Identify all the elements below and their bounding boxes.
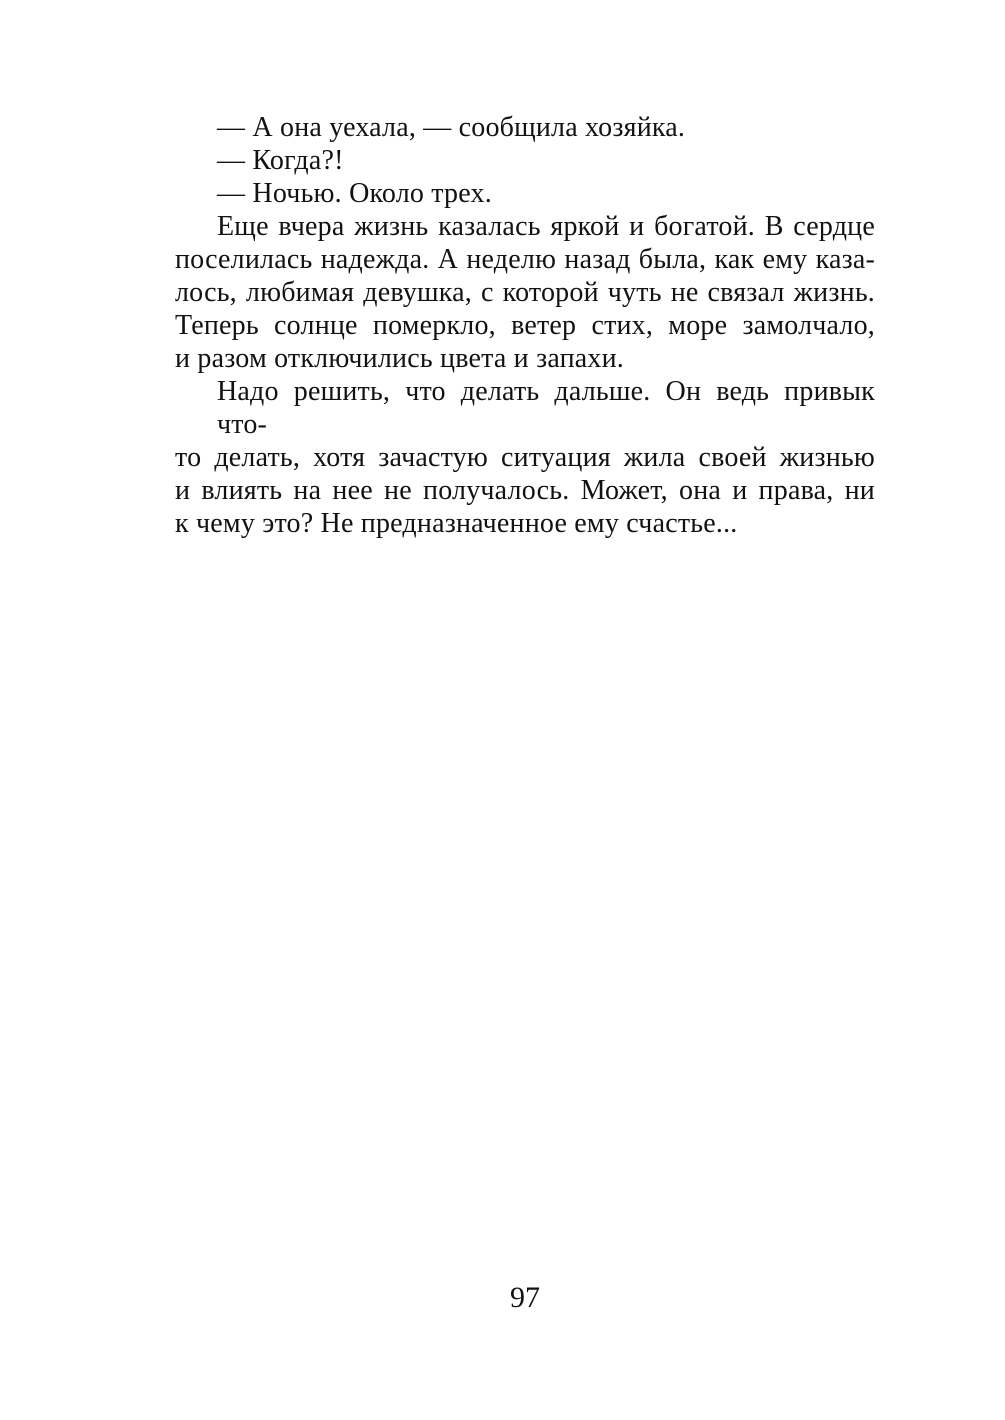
dialogue-line: — Когда?! <box>217 145 344 176</box>
text-line: Надо решить, что делать дальше. Он ведь привык что- <box>217 376 875 440</box>
text-line: поселилась надежда. А неделю назад была, как ему каза- <box>175 244 875 275</box>
text-line: лось, любимая девушка, с которой чуть не связал жизнь. <box>175 277 875 308</box>
text-line: и разом отключились цвета и запахи. <box>175 343 624 374</box>
dialogue-line: — А она уехала, — сообщила хозяйка. <box>217 112 686 143</box>
text-block <box>175 111 875 540</box>
text-line: то делать, хотя зачастую ситуация жила своей жизнью <box>175 442 875 473</box>
text-line: Еще вчера жизнь казалась яркой и богатой. В сердце <box>217 211 875 242</box>
text-line: к чему это? Не предназначенное ему счастье... <box>175 508 738 539</box>
text-line: Теперь солнце померкло, ветер стих, море замолчало, <box>175 310 875 341</box>
page-number: 97 <box>510 1281 540 1314</box>
text-line: и влиять на нее не получалось. Может, она и права, ни <box>175 475 875 506</box>
dialogue-line: — Ночью. Около трех. <box>217 178 492 209</box>
